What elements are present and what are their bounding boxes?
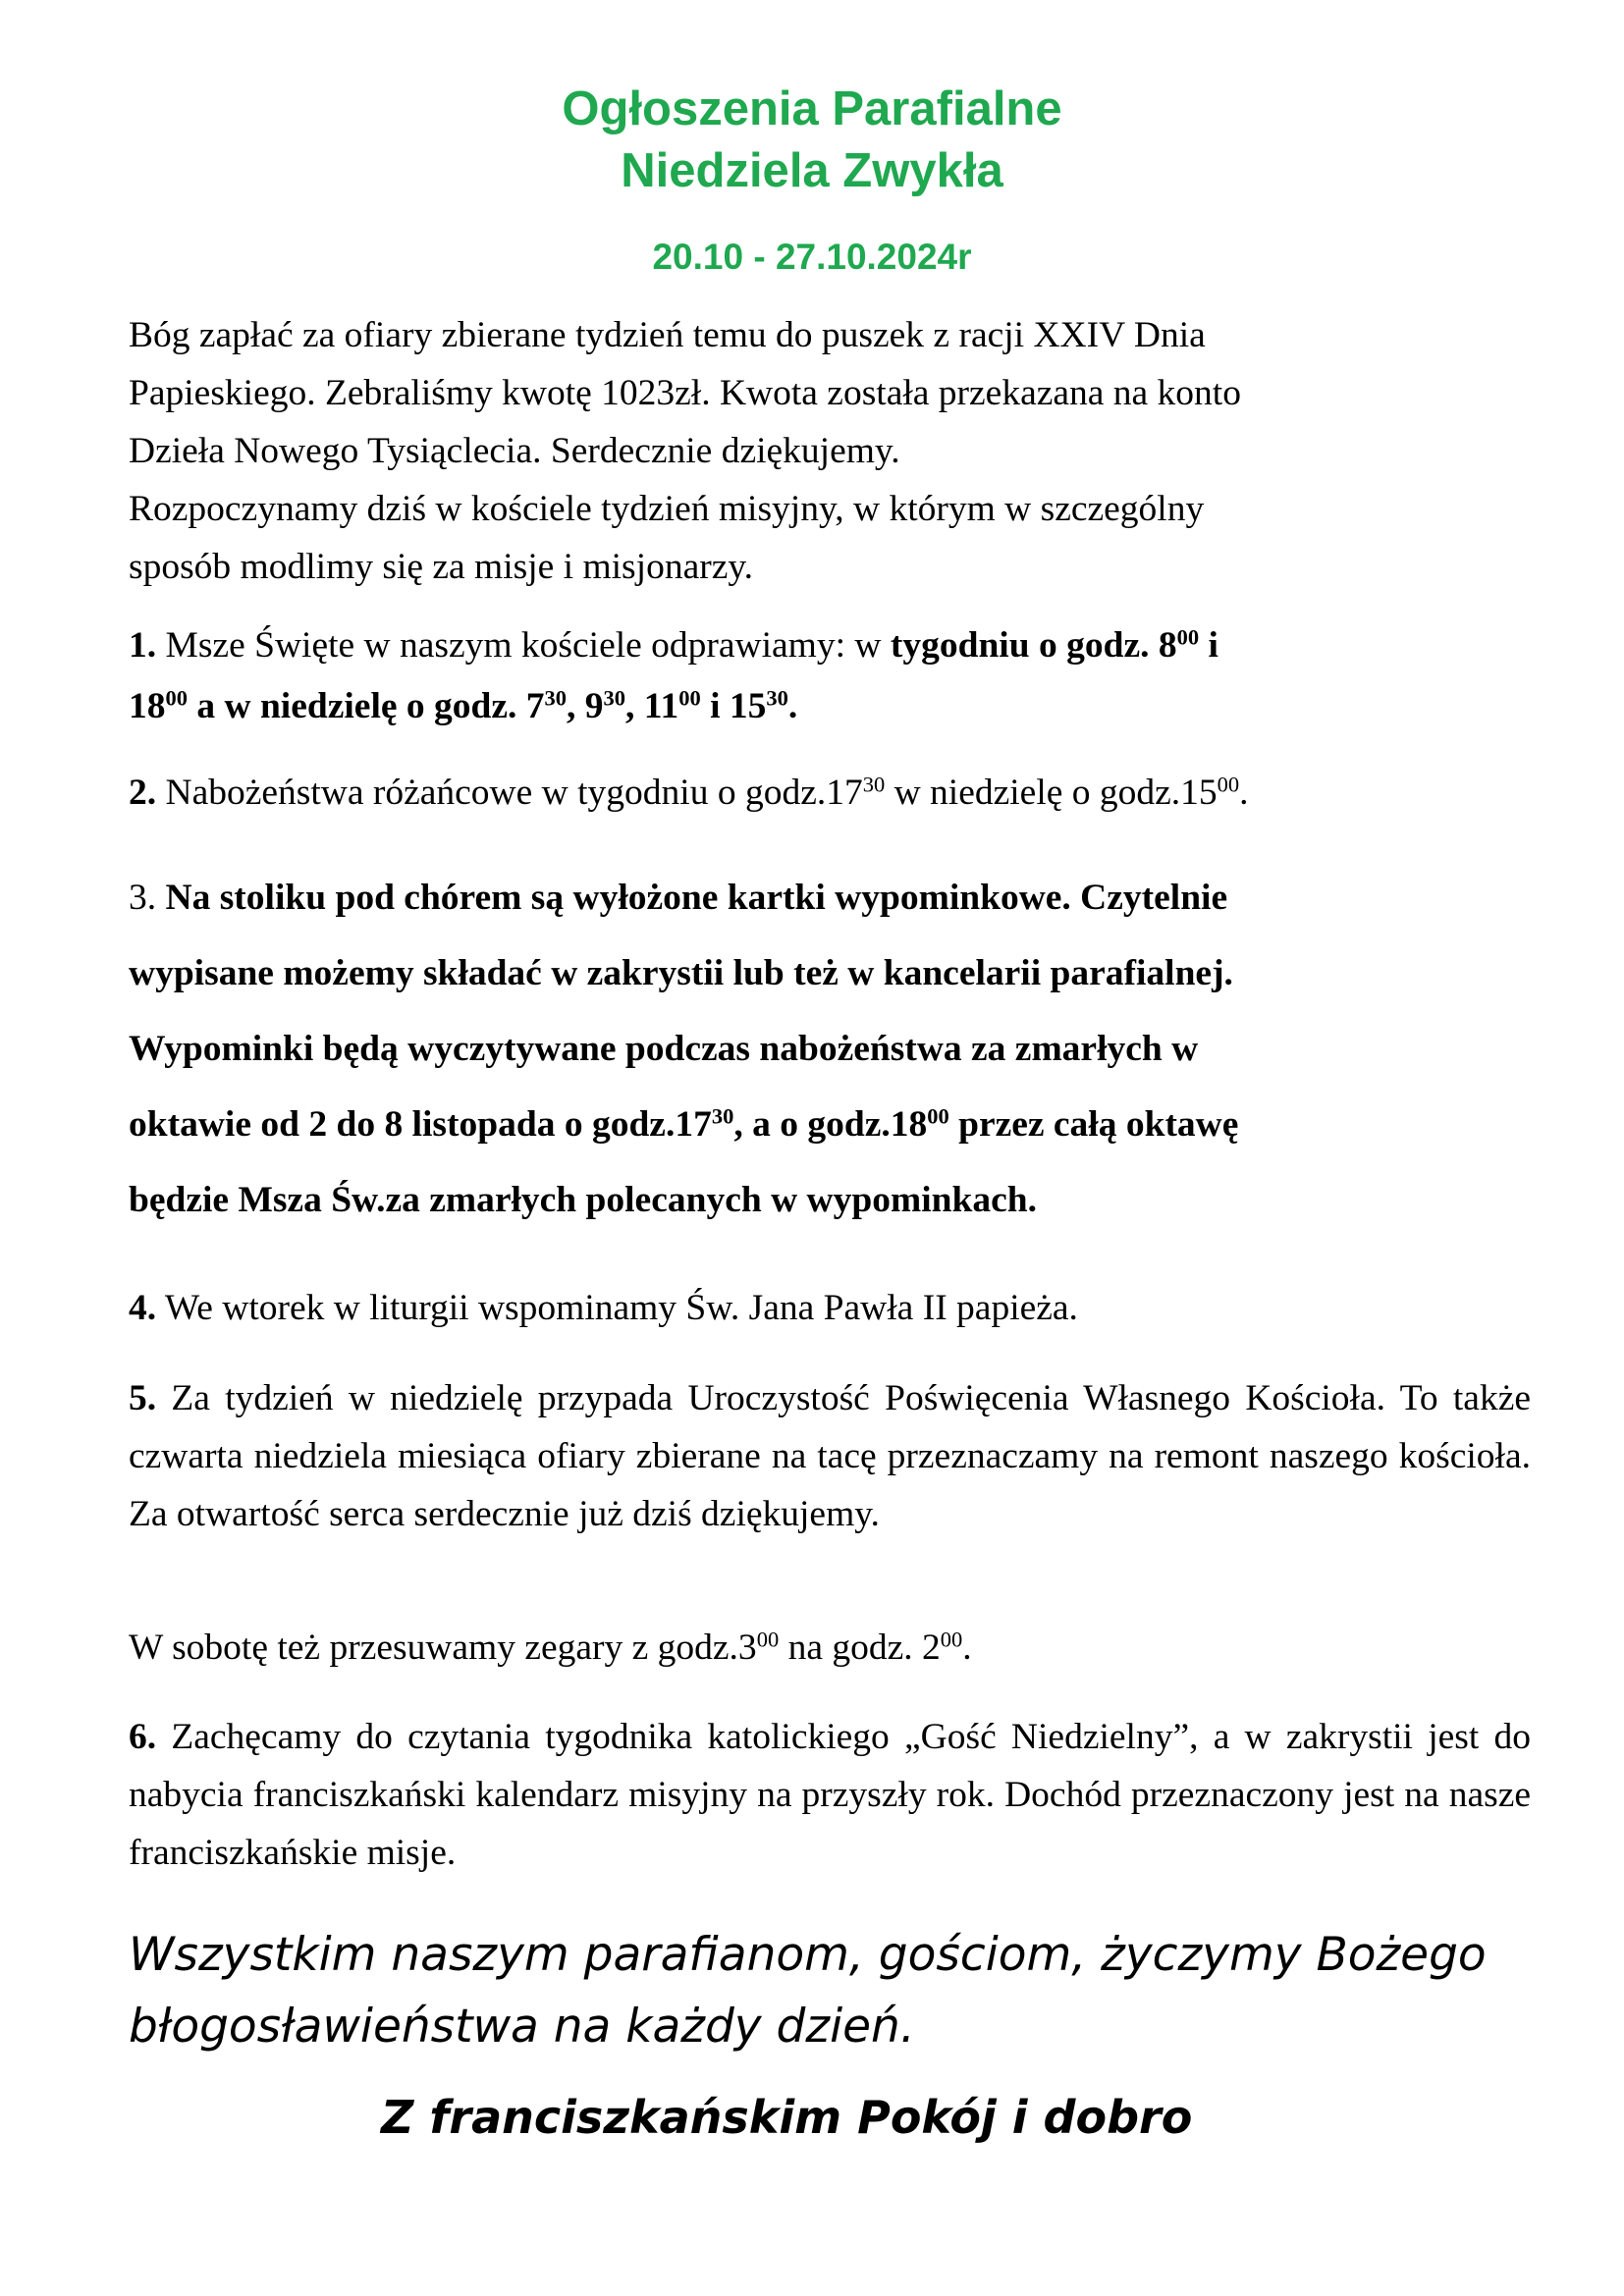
clock-change-note bbox=[129, 1619, 1531, 1677]
text-fragment: 30 bbox=[544, 685, 568, 711]
text-fragment: oktawie od 2 do 8 listopada o godz.17 bbox=[129, 1104, 712, 1145]
text-fragment: 00 bbox=[1176, 624, 1200, 650]
intro-line: Dzieła Nowego Tysiąclecia. Serdecznie dziękujemy. bbox=[129, 431, 900, 471]
text-fragment: Wypominki będą wyczytywane podczas nabożeństwa za zmarłych w bbox=[129, 1029, 1199, 1069]
text-fragment: Msze Święte w naszym kościele odprawiamy: w bbox=[156, 625, 891, 666]
text-fragment: . bbox=[146, 878, 157, 918]
text-fragment: We wtorek w liturgii wspominamy Św. Jana Pawła II papieża. bbox=[156, 1288, 1078, 1328]
title-line-2: Niedziela Zwykła bbox=[621, 144, 1003, 197]
text-fragment: 00 bbox=[756, 1627, 780, 1652]
text-fragment: 30 bbox=[766, 685, 788, 711]
item-6-magazine bbox=[129, 1708, 1531, 1882]
text-fragment: 00 bbox=[940, 1627, 963, 1652]
item-number: 2. bbox=[129, 773, 157, 813]
signoff: Z franciszkańskim Pokój i dobro bbox=[381, 2091, 1193, 2144]
text-fragment: 30 bbox=[603, 685, 626, 711]
text-fragment: . bbox=[962, 1628, 972, 1668]
date-range: 20.10 - 27.10.2024r bbox=[652, 237, 972, 277]
title-line-1: Ogłoszenia Parafialne bbox=[562, 82, 1062, 135]
text-fragment: i 15 bbox=[700, 686, 767, 726]
text-fragment: przez całą oktawę bbox=[948, 1104, 1239, 1145]
text-fragment: Zachęcamy do czytania tygodnika katolickiego „Gość Niedzielny”, a w zakrystii jest do nabycia franciszkański kalendarz misyjny na przyszły rok. Dochód przeznaczony jest na nasze franciszkańskie misje. bbox=[129, 1717, 1531, 1873]
text-fragment: 00 bbox=[1217, 772, 1240, 797]
text-fragment: Na stoliku pod chórem są wyłożone kartki wypominkowe. Czytelnie bbox=[156, 878, 1228, 918]
item-4-john-paul bbox=[129, 1279, 1531, 1337]
item-2-rosary bbox=[129, 764, 1531, 822]
text-fragment: a w niedzielę o godz. 7 bbox=[188, 686, 545, 726]
text-fragment: Wszystkim naszym parafianom, gościom, życzymy Bożego bbox=[129, 1928, 1487, 1982]
text-fragment: 30 bbox=[711, 1103, 734, 1129]
intro-line: sposób modlimy się za misje i misjonarzy. bbox=[129, 547, 754, 587]
intro-paragraph bbox=[129, 306, 1531, 596]
closing-wishes bbox=[129, 1919, 1545, 2062]
text-fragment: . bbox=[787, 686, 798, 726]
intro-line: Bóg zapłać za ofiary zbierane tydzień temu do puszek z racji XXIV Dnia bbox=[129, 315, 1206, 355]
text-fragment: tygodniu o godz. 8 bbox=[890, 625, 1177, 666]
text-fragment: 00 bbox=[165, 685, 188, 711]
intro-line: Papieskiego. Zebraliśmy kwotę 1023zł. Kwota została przekazana na konto bbox=[129, 373, 1241, 413]
item-number: 4. bbox=[129, 1288, 157, 1328]
text-fragment: na godz. 2 bbox=[779, 1628, 941, 1668]
text-fragment: , 11 bbox=[625, 686, 679, 726]
text-fragment: będzie Msza Św.za zmarłych polecanych w wypominkach. bbox=[129, 1180, 1037, 1220]
text-fragment: 00 bbox=[927, 1103, 949, 1129]
text-fragment: , 9 bbox=[567, 686, 604, 726]
item-number: 5. bbox=[129, 1378, 157, 1418]
text-fragment: 18 bbox=[129, 686, 166, 726]
text-fragment: błogosławieństwa na każdy dzień. bbox=[129, 2000, 915, 2054]
item-5-dedication bbox=[129, 1369, 1531, 1543]
item-number: 3 bbox=[129, 878, 147, 918]
text-fragment: . bbox=[1239, 773, 1249, 813]
item-number: 1. bbox=[129, 625, 157, 666]
text-fragment: , a o godz.18 bbox=[733, 1104, 928, 1145]
text-fragment: i bbox=[1199, 625, 1218, 666]
text-fragment: 30 bbox=[862, 772, 886, 797]
text-fragment: w niedzielę o godz.15 bbox=[885, 773, 1218, 813]
intro-line: Rozpoczynamy dziś w kościele tydzień misyjny, w którym w szczególny bbox=[129, 489, 1205, 529]
text-fragment: Za tydzień w niedzielę przypada Uroczystość Poświęcenia Własnego Kościoła. To także czwarta niedziela miesiąca ofiary zbierane na tacę przeznaczamy na remont naszego kościoła. Za otwartość serca serdecznie już dziś dziękujemy. bbox=[129, 1378, 1531, 1534]
item-number: 6. bbox=[129, 1717, 157, 1757]
text-fragment: Nabożeństwa różańcowe w tygodniu o godz.17 bbox=[156, 773, 863, 813]
item-1-mass-times bbox=[129, 615, 1531, 737]
item-3-remembrance bbox=[129, 860, 1531, 1238]
text-fragment: wypisane możemy składać w zakrystii lub też w kancelarii parafialnej. bbox=[129, 953, 1233, 993]
text-fragment: W sobotę też przesuwamy zegary z godz.3 bbox=[129, 1628, 757, 1668]
text-fragment: 00 bbox=[678, 685, 701, 711]
